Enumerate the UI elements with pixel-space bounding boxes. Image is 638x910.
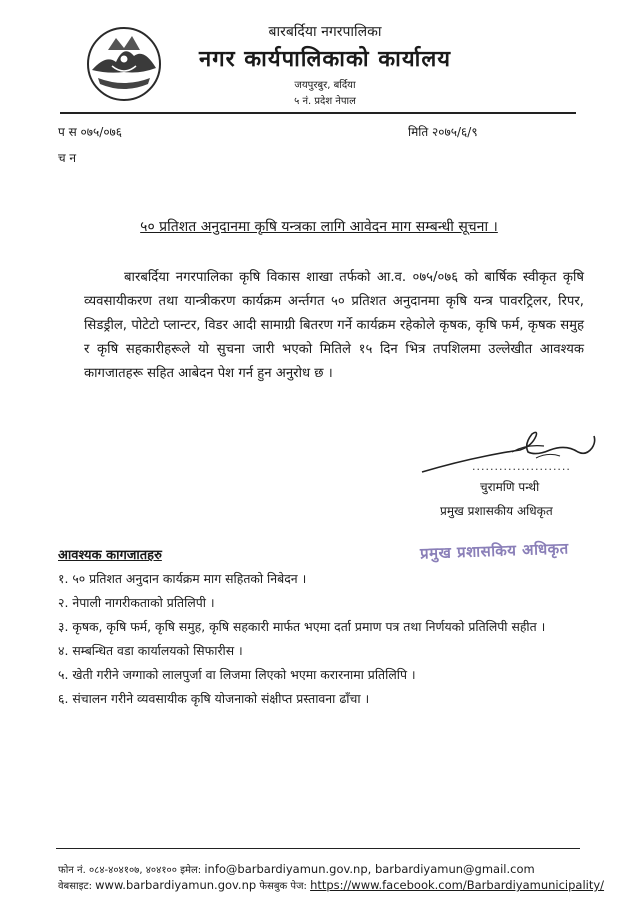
list-item: ३. कृषक, कृषि फर्म, कृषि समुह, कृषि सहकारी मार्फत भएमा दर्ता प्रमाण पत्र तथा निर्णयको प्रतिलिपी सहीत । xyxy=(58,619,546,634)
list-item: ६. संचालन गरीने व्यवसायीक कृषि योजनाको संक्षीप्त प्रस्तावना ढाँचा । xyxy=(58,691,370,706)
website-label: वेबसाइट: xyxy=(58,881,92,892)
reference-number: प स ०७५/०७६ xyxy=(58,125,123,139)
municipality-name: बारबर्दिया नगरपालिका xyxy=(268,24,382,40)
phone-label: फोन नं. xyxy=(58,865,86,876)
office-address: जयपुरबुर, बर्दिया xyxy=(294,80,356,91)
official-stamp: प्रमुख प्रशासकिय अधिकृत xyxy=(419,539,570,563)
phone-number: ०८४-४०४१०७, ४०४१०० xyxy=(88,865,177,876)
notice-subject: ५० प्रतिशत अनुदानमा कृषि यन्त्रका लागि आवेदन माग सम्बन्धी सूचना । xyxy=(140,219,498,235)
header-divider xyxy=(60,112,576,114)
footer-contact xyxy=(58,862,535,876)
footer-divider xyxy=(56,848,580,849)
list-item: ४. सम्बन्धित वडा कार्यालयको सिफारीस । xyxy=(58,643,243,658)
signatory-title: प्रमुख प्रशासकीय अधिकृत xyxy=(440,504,553,518)
letter-date: मिति २०७५/६/९ xyxy=(408,125,478,139)
email-label: इमेल: xyxy=(180,865,202,876)
footer-web xyxy=(58,878,604,892)
notice-body: बारबर्दिया नगरपालिका कृषि विकास शाखा तर्फको आ.व. ०७५/०७६ को बार्षिक स्वीकृत कृषि व्यवसायीकरण तथा यान्त्रीकरण कार्यक्रम अर्न्तगत ५० प्रतिशत अनुदानमा कृषि यन्त्र पावरट्रिलर, रिपर, सिडड्रील, पोटेटो प्लान्टर, विडर आदी सामाग्री बितरण गर्ने कार्यक्रम रहेकोले कृषक, कृषि फर्म, कृषक समुह र कृषि सहकारीहरूले यो सुचना जारी भएको मितिले १५ दिन भित्र तपशिलमा उल्लेखीत आवश्यक कागजातहरू सहित आबेदन पेश गर्न हुन अनुरोध छ । xyxy=(84,270,584,381)
list-item: ५. खेती गरीने जग्गाको लालपुर्जा वा लिजमा लिएको भएमा करारनामा प्रतिलिपि । xyxy=(58,667,416,682)
required-documents-list xyxy=(58,568,558,712)
website-link[interactable]: www.barbardiyamun.gov.np xyxy=(95,878,257,892)
list-item: २. नेपाली नागरीकताको प्रतिलिपी । xyxy=(58,595,215,610)
facebook-label: फेसबुक पेज: xyxy=(259,881,307,892)
letterhead xyxy=(180,20,470,107)
dispatch-number: च न xyxy=(58,151,77,165)
required-documents-heading: आवश्यक कागजातहरु xyxy=(58,548,162,563)
signature-line: ...................... xyxy=(472,460,571,473)
nepal-emblem-icon xyxy=(86,26,162,102)
office-province: ५ नं. प्रदेश नेपाल xyxy=(294,96,356,107)
facebook-link[interactable]: https://www.facebook.com/Barbardiyamunicipality/ xyxy=(310,878,605,892)
signatory-name: चुरामणि पन्थी xyxy=(480,480,540,494)
list-item: १. ५० प्रतिशत अनुदान कार्यक्रम माग सहितको निबेदन । xyxy=(58,571,307,586)
office-name: नगर कार्यपालिकाको कार्यालय xyxy=(199,47,451,72)
email-link[interactable]: info@barbardiyamun.gov.np, barbardiyamun@gmail.com xyxy=(204,862,535,876)
